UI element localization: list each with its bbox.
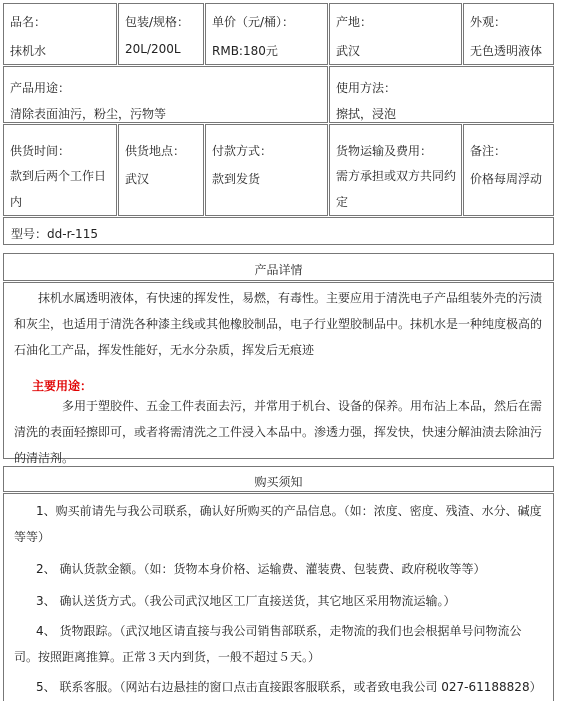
notice-box [3, 493, 554, 701]
payment-value: 款到发货 [212, 172, 261, 186]
notice-item-4: 4、 货物跟踪。（武汉地区请直接与我公司销售部联系，走物流的我们也会根据单号问物流公司。按照距离推算。正常３天内到货，一般不超过５天。） [14, 624, 522, 664]
package-cell [118, 3, 204, 65]
package-value: 20L/200L [125, 42, 181, 56]
supply-time-label: 供货时间： [10, 144, 71, 158]
method-value: 擦拭，浸泡 [336, 107, 397, 121]
usage-label: 产品用途： [10, 81, 71, 95]
appearance-value: 无色透明液体 [470, 44, 543, 58]
supply-place-cell [118, 124, 204, 216]
name-value: 抹机水 [10, 44, 47, 58]
package-label: 包装/规格： [125, 15, 190, 29]
remark-label: 备注： [470, 144, 507, 158]
usage-cell [3, 66, 328, 123]
notice-item-2: 2、 确认货款金额。（如：货物本身价格、运输费、灌装费、包装费、政府税收等等） [36, 562, 486, 576]
remark-value: 价格每周浮动 [470, 172, 543, 186]
price-value: RMB:180元 [212, 44, 278, 58]
supply-place-value: 武汉 [125, 172, 150, 186]
payment-cell [205, 124, 328, 216]
usage-value: 清除表面油污，粉尘，污物等 [10, 107, 167, 121]
name-cell [3, 3, 117, 65]
main-use-label: 主要用途： [32, 379, 93, 393]
method-cell [329, 66, 554, 123]
details-header-text: 产品详情 [254, 263, 303, 277]
origin-cell [329, 3, 462, 65]
price-label: 单价（元/桶）： [212, 15, 295, 29]
transport-value: 需方承担或双方共同约定 [336, 169, 457, 209]
appearance-label: 外观： [470, 15, 507, 29]
details-paragraph-1: 抹机水属透明液体，有快速的挥发性，易燃，有毒性。主要应用于清洗电子产品组装外壳的污渍和灰尘，也适用于清洗各种漆主线或其他橡胶制品，电子行业塑胶制品中。抹机水是一种纯度极高的石油化工产品，挥发性能好，无水分杂质，挥发后无痕迹 [14, 291, 543, 357]
supply-time-cell [3, 124, 117, 216]
notice-item-3: 3、 确认送货方式。（我公司武汉地区工厂直接送货，其它地区采用物流运输。） [36, 594, 456, 608]
method-label: 使用方法： [336, 81, 397, 95]
notice-item-5: 5、 联系客服。（网站右边悬挂的窗口点击直接跟客服联系，或者致电我公司 027-61188828） [36, 680, 542, 694]
notice-item-1: 1、购买前请先与我公司联系，确认好所购买的产品信息。（如：浓度、密度、残渣、水分、碱度等等） [14, 504, 542, 544]
transport-label: 货物运输及费用： [336, 144, 433, 158]
origin-label: 产地： [336, 15, 373, 29]
model-row [3, 217, 554, 245]
details-paragraph-2: 多用于塑胶件、五金工件表面去污，并常用于机台、设备的保养。用布沾上本品，然后在需清洗的表面轻擦即可，或者将需清洗之工件浸入本品中。渗透力强，挥发快，快速分解油渍去除油污的清洁剂。 [14, 399, 543, 465]
remark-cell [463, 124, 554, 216]
payment-label: 付款方式： [212, 144, 273, 158]
notice-header [3, 466, 554, 492]
origin-value: 武汉 [336, 44, 361, 58]
name-label: 品名： [10, 15, 47, 29]
notice-header-text: 购买须知 [254, 475, 303, 489]
transport-cell [329, 124, 462, 216]
details-header [3, 253, 554, 281]
supply-place-label: 供货地点： [125, 144, 186, 158]
model-text: 型号：dd-r-115 [11, 227, 98, 241]
details-box [3, 282, 554, 465]
price-cell [205, 3, 328, 65]
supply-time-value: 款到后两个工作日内 [10, 169, 107, 209]
appearance-cell [463, 3, 554, 65]
